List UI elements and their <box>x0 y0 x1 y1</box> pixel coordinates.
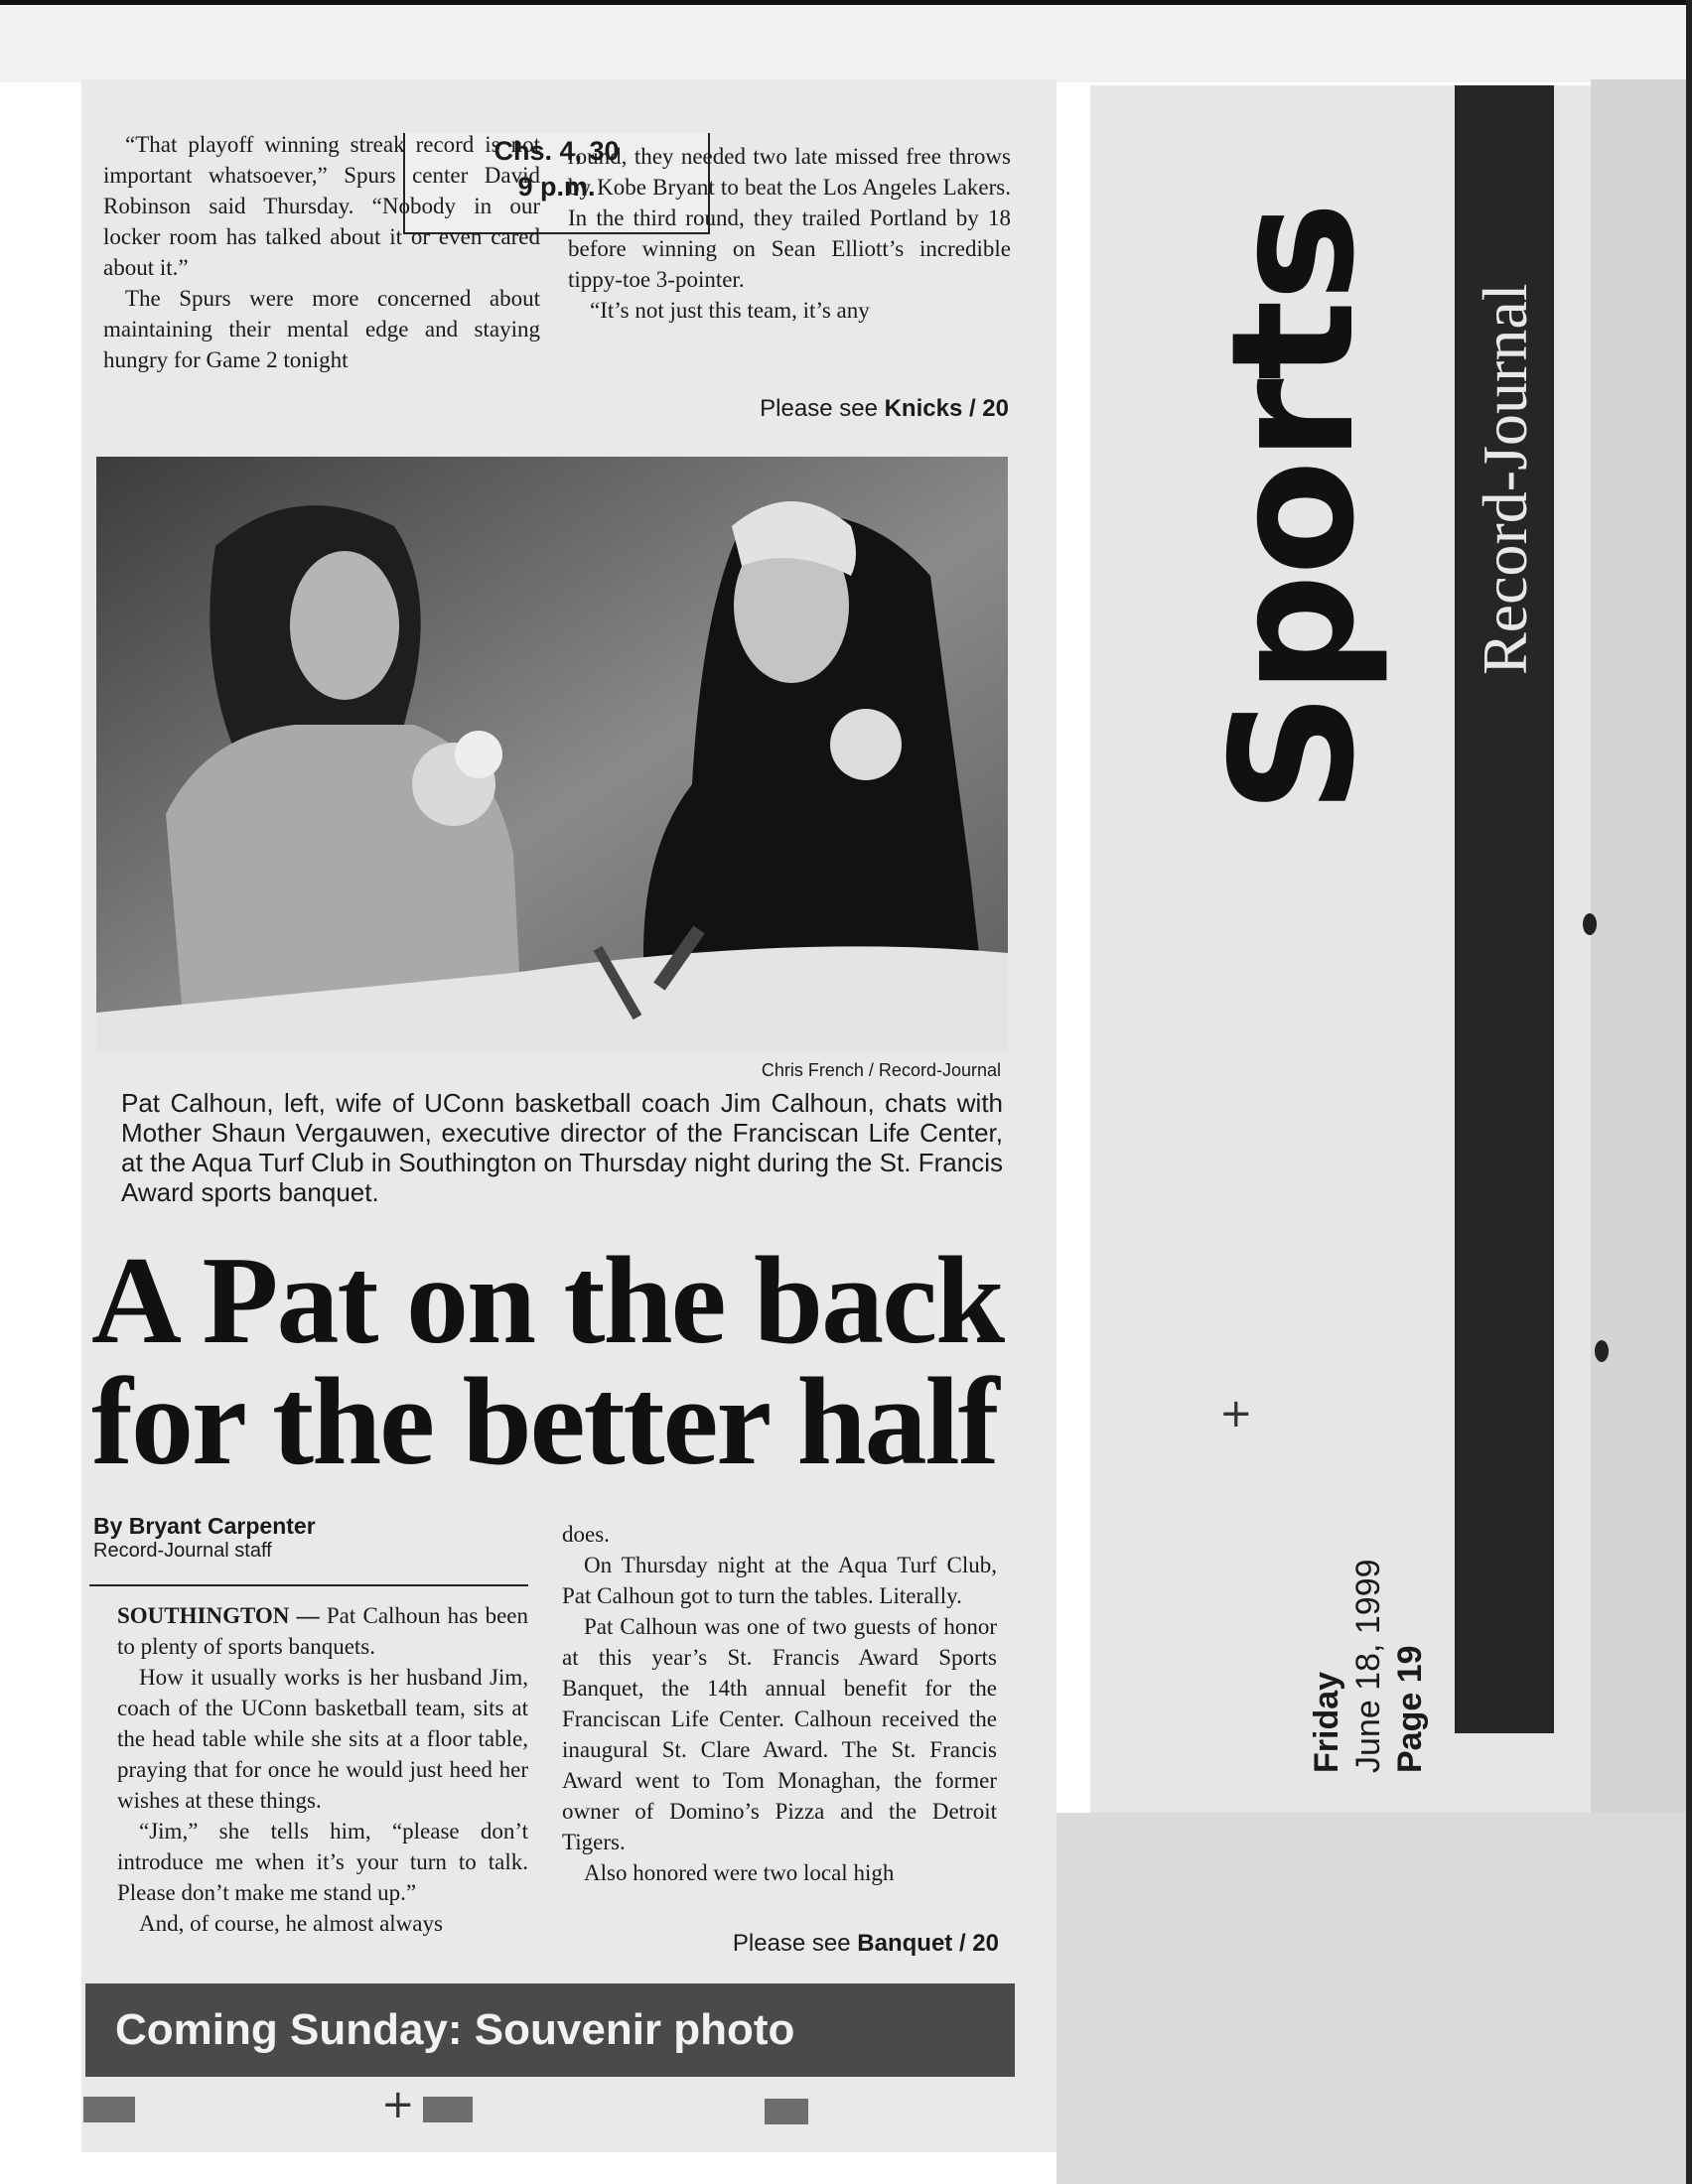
banquet-photo <box>96 457 1008 1052</box>
byline-author: By Bryant Carpenter <box>93 1513 316 1539</box>
dateline: SOUTHINGTON — <box>117 1603 327 1628</box>
paragraph: And, of course, he almost always <box>139 1911 443 1936</box>
crosshair-mark: + <box>381 2082 415 2127</box>
registration-mark <box>83 2097 135 2122</box>
article-jump-prefix: Please see <box>732 1930 858 1957</box>
issue-date: June 18, 1999 <box>1349 1559 1387 1773</box>
coming-sunday-banner: Coming Sunday: Souvenir photo <box>85 1983 1015 2077</box>
top-story-column-1 <box>103 129 540 375</box>
jump-prefix: Please see <box>760 395 885 422</box>
photo-caption: Pat Calhoun, left, wife of UConn basketball coach Jim Calhoun, chats with Mother Shaun Vergauwen, executive director of the Franciscan Life Center, at the Aqua Turf Club in Southington on Thursday night during the St. Francis Award sports banquet. <box>121 1088 1003 1207</box>
headline-line-1: A Pat on the back <box>91 1232 1004 1370</box>
jump-target-banquet: Banquet / 20 <box>857 1930 999 1957</box>
banquet-photo-illustration <box>96 457 1008 1052</box>
paragraph: The Spurs were more concerned about maintaining their mental edge and staying hungry for Game 2 tonight <box>103 286 540 372</box>
photo-credit: Chris French / Record-Journal <box>761 1060 1001 1080</box>
top-story-jump <box>568 395 1009 423</box>
paragraph: On Thursday night at the Aqua Turf Club, Pat Calhoun got to turn the tables. Literally. <box>562 1553 997 1608</box>
paper-name: Record-Journal <box>1470 283 1540 675</box>
article-column-1-body <box>117 1662 528 1939</box>
scan-edge <box>1686 0 1692 2184</box>
strip-dot <box>1583 913 1597 935</box>
paragraph: “That playoff winning streak record is not important whatsoever,” Spurs center David Robinson said Thursday. “Nobody in our locker room has talked about it or even cared about it.” <box>103 132 540 280</box>
paragraph: “It’s not just this team, it’s any <box>590 298 870 323</box>
paragraph: “Jim,” she tells him, “please don’t introduce me when it’s your turn to talk. Please don’t make me stand up.” <box>117 1819 528 1905</box>
scan-top-band <box>0 0 1692 82</box>
crosshair-mark: + <box>1219 1391 1253 1436</box>
paragraph: round, they needed two late missed free throws by Kobe Bryant to beat the Los Angeles Lakers. In the third round, they trailed Portland by 18 before winning on Sean Elliott’s incredible tippy-toe 3-pointer. <box>568 144 1011 292</box>
strip-dot <box>1595 1340 1609 1362</box>
byline-staff: Record-Journal staff <box>93 1540 272 1562</box>
article-lead <box>117 1600 528 1662</box>
article-column-2 <box>562 1519 997 1888</box>
paragraph: Also honored were two local high <box>584 1860 895 1885</box>
tv-channels: Chs. 4, 30 <box>494 136 620 166</box>
jump-target-knicks: Knicks / 20 <box>884 395 1009 422</box>
page-number: Page 19 <box>1391 1645 1429 1773</box>
byline-rule <box>89 1584 528 1586</box>
paragraph: Pat Calhoun was one of two guests of honor at this year’s St. Francis Award Sports Banquet, the 14th annual benefit for the Franciscan Life Center. Calhoun received the inaugural St. Clare Award. The St. Francis Award went to Tom Monaghan, the former owner of Domino’s Pizza and the Detroit Tigers. <box>562 1614 997 1854</box>
headline-line-2: for the better half <box>91 1353 998 1491</box>
paragraph: does. <box>562 1522 610 1547</box>
issue-day: Friday <box>1308 1671 1345 1773</box>
article-column-1 <box>117 1600 528 1939</box>
registration-mark <box>423 2097 473 2122</box>
article-jump <box>562 1930 999 1958</box>
top-story-column-2 <box>568 141 1011 326</box>
lead-text: Pat Calhoun has been to plenty of sports banquets. <box>117 1603 528 1659</box>
byline <box>93 1513 316 1563</box>
background-bottom-right <box>1057 1813 1686 2184</box>
paragraph: How it usually works is her husband Jim, coach of the UConn basketball team, sits at the head table while she sits at a floor table, praying that for once he would just heed her wishes at these things. <box>117 1665 528 1813</box>
tv-time: 9 p.m. <box>517 172 596 202</box>
section-title: Sports <box>1196 203 1392 814</box>
registration-mark <box>765 2099 808 2124</box>
headline <box>91 1232 1005 1491</box>
